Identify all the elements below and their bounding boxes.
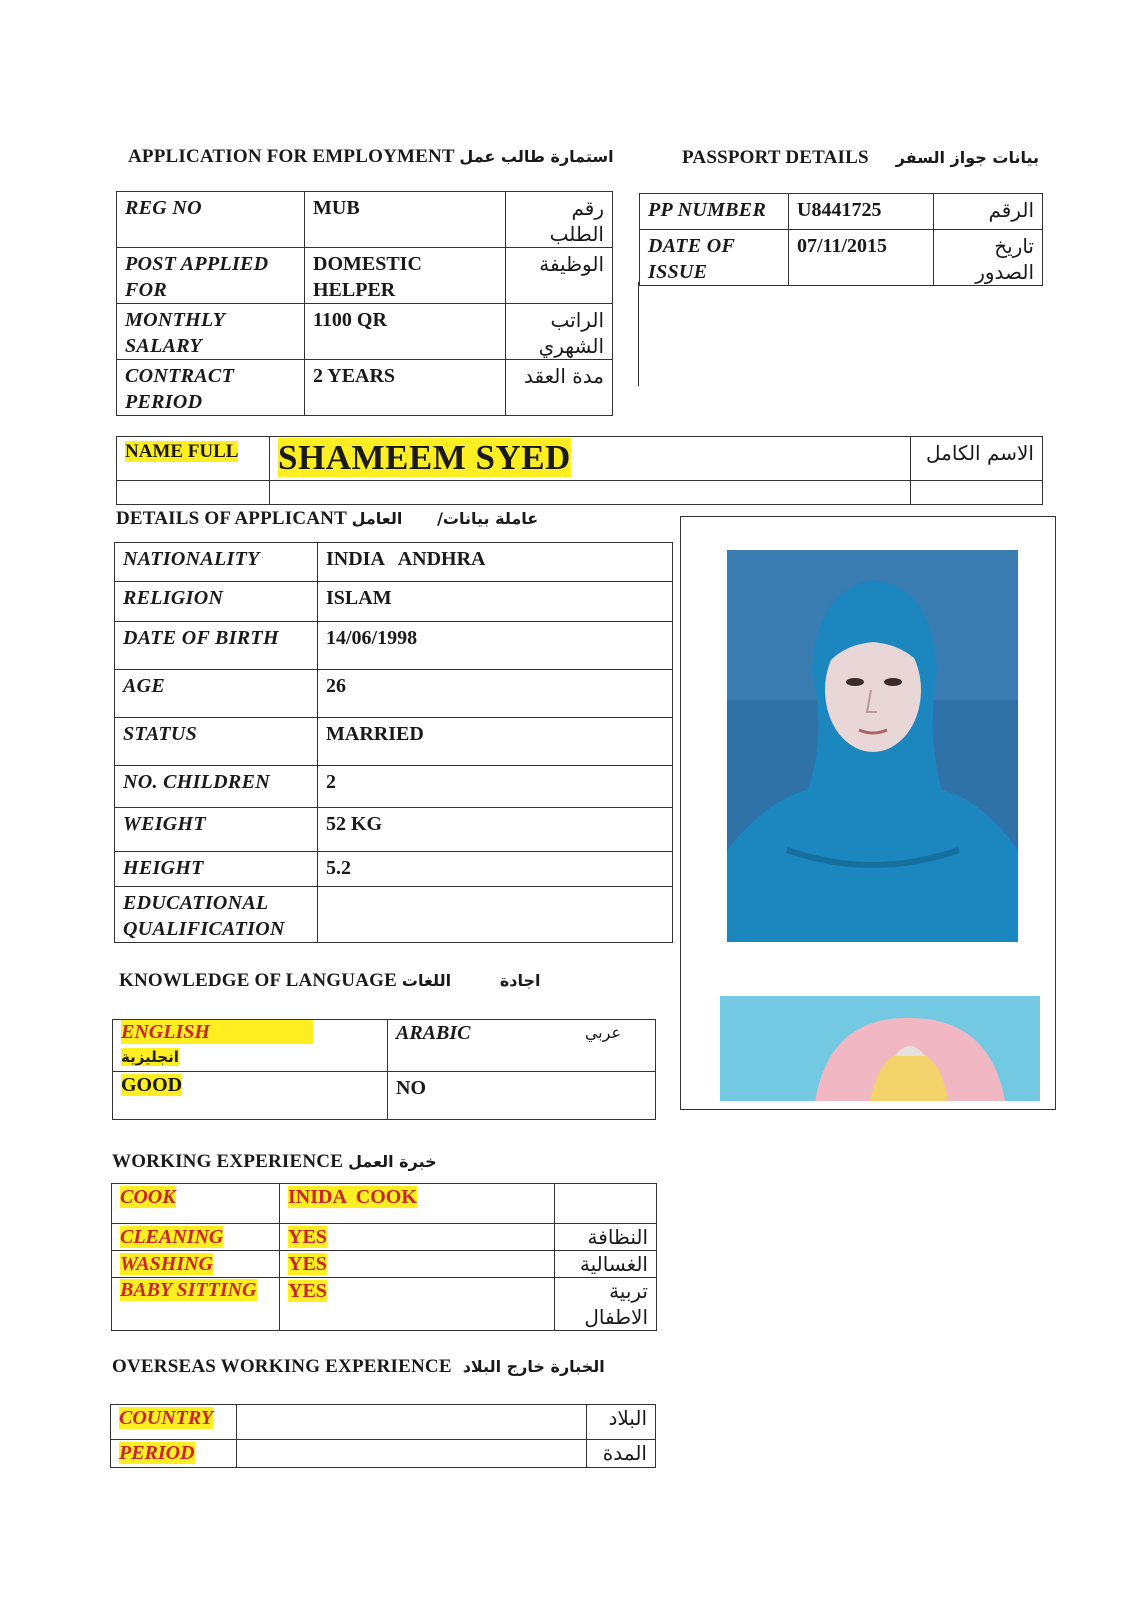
language-table [112,1019,656,1120]
contract-period-ar: مدة العقد [506,360,613,416]
empty-cell [117,481,270,505]
cook-label: COOK [120,1186,176,1208]
washing-value: YES [288,1253,327,1275]
table-row [115,582,673,622]
weight-value: 52 KG [318,808,673,852]
cleaning-ar: النظافة [555,1224,657,1251]
applicant-heading: DETAILS OF APPLICANT العامل عاملة بيانات/ [116,508,539,529]
passport-table [639,193,1043,286]
applicant-details-table [114,542,673,943]
country-value [237,1405,587,1440]
table-row [112,1251,657,1278]
experience-heading-ar: خبرة العمل [348,1152,437,1171]
cook-ar [555,1184,657,1224]
full-name-value: SHAMEEM SYED [278,438,571,477]
table-row [112,1224,657,1251]
table-row [115,766,673,808]
table-row [115,808,673,852]
post-applied-ar: الوظيفة [506,248,613,304]
post-applied-value: DOMESTIC HELPER [305,248,506,304]
reg-no-ar: رقم الطلب [506,192,613,248]
age-label: AGE [115,670,318,718]
table-row [115,887,673,943]
table-row [115,852,673,887]
arabic-ar: عربي [584,1023,621,1042]
second-photo-fragment [720,996,1040,1101]
date-of-issue-ar: تاريخ الصدور [934,230,1043,286]
arabic-value: NO [388,1072,656,1120]
cleaning-label: CLEANING [120,1226,224,1248]
pp-number-ar: الرقم [934,194,1043,230]
passport-title: PASSPORT DETAILS بيانات جواز السفر [682,147,1040,168]
cleaning-value: YES [288,1226,327,1248]
post-applied-label: POST APPLIED FOR [117,248,305,304]
english-value-cell [113,1072,388,1120]
nationality-label: NATIONALITY [115,543,318,582]
reg-no-label: REG NO [117,192,305,248]
cook-value: INIDA COOK [288,1186,417,1208]
cleaning-value-cell [280,1224,555,1251]
table-row [640,230,1043,286]
table-row [117,248,613,304]
table-row [115,718,673,766]
country-label: COUNTRY [119,1407,214,1429]
table-row [111,1405,656,1440]
period-value [237,1440,587,1468]
english-value: GOOD [121,1074,183,1096]
table-row [117,481,1043,505]
table-row [113,1072,656,1120]
washing-ar: الغسالية [555,1251,657,1278]
passport-title-ar: بيانات جواز السفر [895,148,1040,167]
table-row [117,304,613,360]
empty-cell [270,481,911,505]
nationality-value: INDIA ANDHRA [318,543,673,582]
full-name-label: NAME FULL [125,441,239,462]
baby-sitting-label: BABY SITTING [120,1279,257,1301]
monthly-salary-ar: الراتب الشهري [506,304,613,360]
washing-label: WASHING [120,1253,213,1275]
full-name-label-cell [117,437,270,481]
religion-value: ISLAM [318,582,673,622]
table-row [112,1278,657,1331]
english-cell [113,1020,388,1072]
experience-heading: WORKING EXPERIENCE خبرة العمل [112,1151,437,1172]
period-label: PERIOD [119,1442,195,1464]
baby-sitting-ar: تربية الاطفال [555,1278,657,1331]
table-row [115,670,673,718]
contract-period-label: CONTRACT PERIOD [117,360,305,416]
monthly-salary-label: MONTHLY SALARY [117,304,305,360]
english-ar: انجليزية [121,1048,179,1066]
overseas-table [110,1404,656,1468]
language-heading-ar2: اجادة [499,971,541,990]
full-name-value-cell [270,437,911,481]
cleaning-label-cell [112,1224,280,1251]
applicant-heading-ar: العامل [351,509,403,528]
date-of-issue-value: 07/11/2015 [789,230,934,286]
children-value: 2 [318,766,673,808]
country-label-cell [111,1405,237,1440]
education-value [318,887,673,943]
arabic-label: ARABIC [396,1022,471,1044]
experience-table [111,1183,657,1331]
date-of-issue-label: DATE OF ISSUE [640,230,789,286]
contract-period-value: 2 YEARS [305,360,506,416]
period-label-cell [111,1440,237,1468]
language-heading-ar: اللغات [401,971,452,990]
baby-sitting-value-cell [280,1278,555,1331]
height-value: 5.2 [318,852,673,887]
country-ar: البلاد [587,1405,656,1440]
table-row [111,1440,656,1468]
status-label: STATUS [115,718,318,766]
reg-no-value: MUB [305,192,506,248]
status-value: MARRIED [318,718,673,766]
table-row [115,622,673,670]
table-row [113,1020,656,1072]
table-row [117,192,613,248]
full-name-ar: الاسم الكامل [911,437,1043,481]
table-row [115,543,673,582]
passport-divider-line [638,282,639,386]
table-row [117,437,1043,481]
empty-cell [911,481,1043,505]
application-title: APPLICATION FOR EMPLOYMENT استمارة طالب عمل [128,146,614,167]
table-row [117,360,613,416]
monthly-salary-value: 1100 QR [305,304,506,360]
overseas-heading-ar: الخبارة خارج البلاد [462,1357,605,1376]
age-value: 26 [318,670,673,718]
job-details-table [116,191,613,416]
application-title-ar: استمارة طالب عمل [459,147,614,166]
arabic-cell [388,1020,656,1072]
date-of-birth-value: 14/06/1998 [318,622,673,670]
children-label: NO. CHILDREN [115,766,318,808]
baby-sitting-value: YES [288,1280,327,1302]
applicant-photo [727,550,1018,942]
religion-label: RELIGION [115,582,318,622]
table-row [112,1184,657,1224]
pp-number-label: PP NUMBER [640,194,789,230]
cook-value-cell [280,1184,555,1224]
english-label: ENGLISH [121,1020,313,1044]
applicant-heading-ar2: عاملة بيانات/ [437,509,539,528]
washing-label-cell [112,1251,280,1278]
education-label: EDUCATIONAL QUALIFICATION [115,887,318,943]
height-label: HEIGHT [115,852,318,887]
cook-label-cell [112,1184,280,1224]
overseas-heading: OVERSEAS WORKING EXPERIENCE الخبارة خارج البلاد [112,1356,605,1377]
full-name-table [116,436,1043,505]
language-heading: KNOWLEDGE OF LANGUAGE اللغات اجادة [119,970,541,991]
baby-sitting-label-cell [112,1278,280,1331]
table-row [640,194,1043,230]
date-of-birth-label: DATE OF BIRTH [115,622,318,670]
period-ar: المدة [587,1440,656,1468]
weight-label: WEIGHT [115,808,318,852]
pp-number-value: U8441725 [789,194,934,230]
washing-value-cell [280,1251,555,1278]
